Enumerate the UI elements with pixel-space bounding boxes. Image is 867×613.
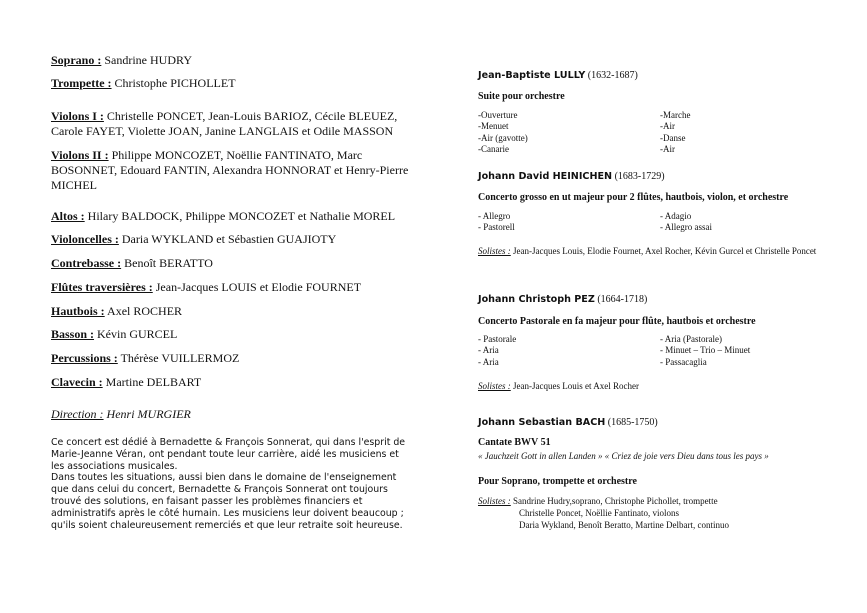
soloists-pez (478, 381, 840, 393)
movement: - Pastorale (478, 334, 517, 344)
role-label: Contrebasse : (51, 256, 122, 270)
role-label: Clavecin : (51, 375, 103, 389)
musician-violons-2 (51, 148, 416, 193)
musician-names: Daria WYKLAND et Sébastien GUAJIOTY (118, 232, 337, 246)
musician-flutes (51, 280, 416, 295)
musician-violons-1 (51, 109, 416, 139)
movement: -Air (gavotte) (478, 132, 528, 143)
role-label: Hautbois : (51, 304, 105, 318)
movements-pez (478, 334, 840, 370)
musician-clavecin (51, 375, 416, 390)
soloists-names: Jean-Jacques Louis et Axel Rocher (510, 381, 639, 391)
musician-names: Thérèse VUILLERMOZ (117, 351, 240, 365)
role-label: Basson : (51, 327, 95, 341)
work-title-2: Pour Soprano, trompette et orchestre (478, 476, 637, 487)
musician-names: Axel ROCHER (104, 304, 183, 318)
composer-name: Johann Christoph PEZ (478, 294, 595, 305)
musician-basson (51, 327, 416, 342)
direction-label: Direction : (51, 407, 104, 421)
movement: - Aria (Pastorale) (660, 334, 722, 344)
musician-soprano (51, 53, 416, 68)
movements-col-2 (660, 110, 840, 156)
composer-dates: (1632-1687) (585, 70, 638, 81)
movement: -Menuet (478, 121, 509, 132)
musician-names: Martine DELBART (102, 375, 202, 389)
dedication (51, 437, 413, 531)
movements-heinichen (478, 211, 840, 235)
composer-name: Johann Sebastian BACH (478, 417, 606, 428)
composer-bach (478, 417, 658, 428)
soloists-heinichen (478, 246, 840, 258)
cantata-subtitle: « Jauchzeit Gott in allen Landen » « Criez de joie vers Dieu dans tous les pays » (478, 451, 769, 461)
role-label: Percussions : (51, 351, 118, 365)
role-label: Violoncelles : (51, 232, 119, 246)
composer-heinichen (478, 171, 665, 182)
direction-name: Henri MURGIER (103, 407, 191, 421)
musician-names: Benoît BERATTO (121, 256, 213, 270)
role-label: Altos : (51, 209, 85, 223)
movement: - Pastorell (478, 222, 515, 233)
role-label: Violons I : (51, 109, 104, 123)
movement: - Minuet – Trio – Minuet (660, 345, 751, 356)
musician-altos (51, 209, 416, 224)
role-label: Violons II : (51, 148, 109, 162)
role-label: Trompette : (51, 76, 112, 90)
work-title: Suite pour orchestre (478, 91, 565, 102)
soloists-names: Sandrine Hudry,soprano, Christophe Pichollet, trompette (510, 496, 718, 506)
role-label: Flûtes traversières : (51, 280, 153, 294)
composer-dates: (1664-1718) (594, 294, 648, 305)
musician-violoncelles (51, 232, 416, 247)
movements-col-1 (478, 211, 658, 234)
soloists-names: Jean-Jacques Louis, Elodie Fournet, Axel Rocher, Kévin Gurcel et Christelle Poncet (510, 246, 817, 256)
soloists-line (478, 496, 840, 508)
composer-name: Johann David HEINICHEN (478, 171, 613, 182)
dedication-paragraph: Ce concert est dédié à Bernadette & François Sonnerat, qui dans l'esprit de Marie-Jeanne Véran, ont pendant toute leur carrière, aidé les musiciens et les associations musicales. (51, 437, 406, 472)
dedication-paragraph: Dans toutes les situations, aussi bien dans le domaine de l'enseignement que dans celui du concert, Bernadette & François Sonnerat ont toujours trouvé des solutions, en faisant passer les problèmes financiers et administratifs après le côté humain. Les musiciens leur doivent beaucoup ; qu'ils soient chaleureusement remerciés et que leur retraite soit heureuse. (51, 472, 404, 531)
work-title: Concerto grosso en ut majeur pour 2 flûtes, hautbois, violon, et orchestre (478, 192, 789, 203)
musician-names: Kévin GURCEL (94, 327, 178, 341)
movement: -Canarie (478, 144, 509, 155)
movements-col-2 (660, 334, 840, 368)
movement: -Marche (660, 110, 691, 120)
composer-dates: (1683-1729) (612, 171, 665, 182)
soloists-label: Solistes : (478, 246, 511, 256)
soloists-bach (478, 496, 840, 531)
movements-col-1 (478, 334, 658, 368)
composer-dates: (1685-1750) (605, 417, 658, 428)
musician-names: Jean-Jacques LOUIS et Elodie FOURNET (152, 280, 362, 294)
movement: - Aria (478, 345, 499, 356)
movement: - Passacaglia (660, 356, 707, 367)
musician-trompette (51, 76, 416, 91)
musician-percussions (51, 351, 416, 366)
movement: - Adagio (660, 211, 692, 221)
musician-names: Christophe PICHOLLET (111, 76, 236, 90)
musician-names: Hilary BALDOCK, Philippe MONCOZET et Nathalie MOREL (84, 209, 396, 223)
soloists-line: Christelle Poncet, Noëllie Fantinato, violons (519, 507, 679, 518)
movement: - Aria (478, 356, 499, 367)
soloists-label: Solistes : (478, 496, 511, 506)
movement: - Allegro assai (660, 222, 712, 233)
movements-lully (478, 110, 840, 158)
musician-hautbois (51, 304, 416, 319)
movement: -Danse (660, 132, 686, 143)
work-title: Concerto Pastorale en fa majeur pour flûte, hautbois et orchestre (478, 316, 756, 327)
movement: - Allegro (478, 211, 511, 221)
composer-pez (478, 294, 647, 305)
musician-names: Christelle PONCET, Jean-Louis BARIOZ, Cécile BLEUEZ, Carole FAYET, Violette JOAN, Janine LANGLAIS et Odile MASSON (51, 109, 398, 138)
work-title: Cantate BWV 51 (478, 437, 551, 448)
movements-col-2 (660, 211, 840, 234)
composer-lully (478, 70, 638, 81)
musician-contrebasse (51, 256, 416, 271)
role-label: Soprano : (51, 53, 102, 67)
movement: -Air (660, 144, 675, 155)
soloists-line: Daria Wykland, Benoît Beratto, Martine Delbart, continuo (519, 519, 729, 530)
direction (51, 407, 191, 422)
movements-col-1 (478, 110, 658, 156)
composer-name: Jean-Baptiste LULLY (478, 70, 586, 81)
musician-names: Philippe MONCOZET, Noëllie FANTINATO, Marc BOSONNET, Edouard FANTIN, Alexandra HONNORAT et Henry-Pierre MICHEL (51, 148, 409, 192)
movement: -Air (660, 121, 675, 132)
musician-names: Sandrine HUDRY (101, 53, 193, 67)
movement: -Ouverture (478, 110, 518, 120)
soloists-label: Solistes : (478, 381, 511, 391)
